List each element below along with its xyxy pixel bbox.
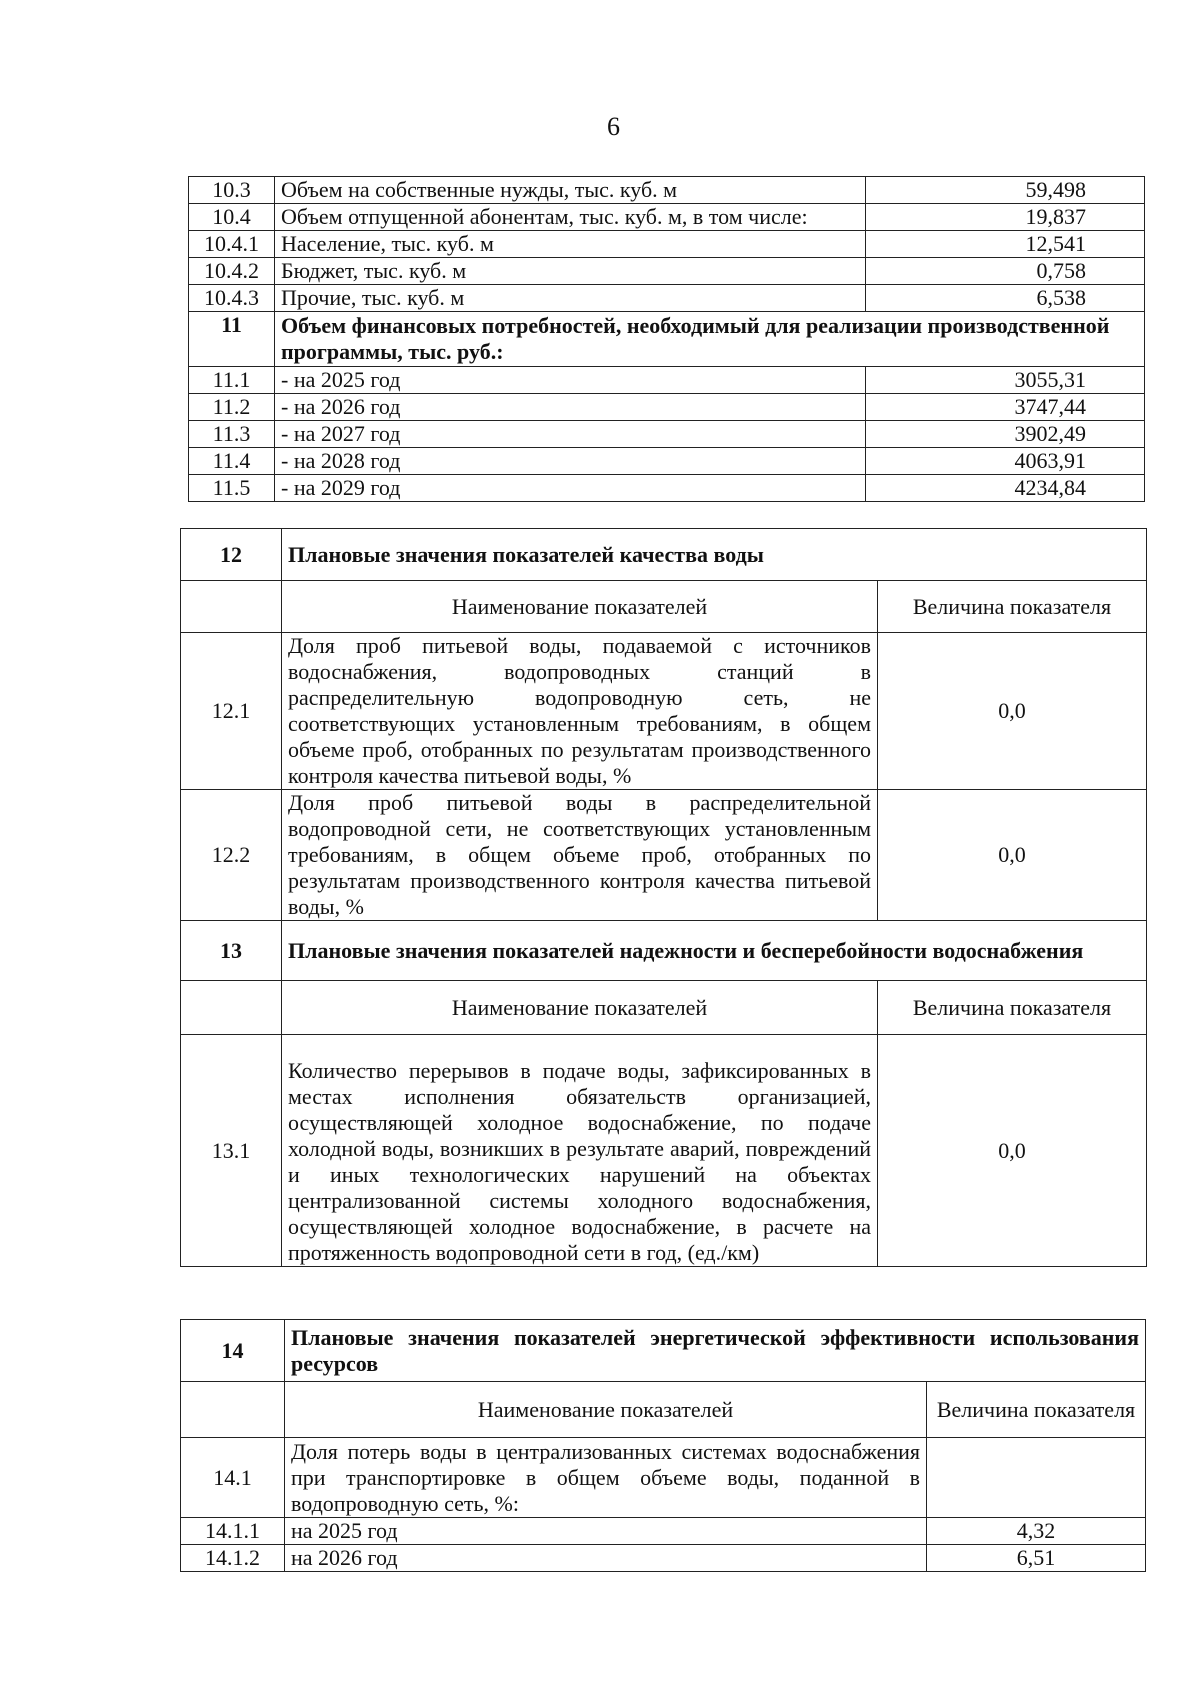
row-text: Население, тыс. куб. м [275, 231, 866, 258]
row-text: Прочие, тыс. куб. м [275, 285, 866, 312]
empty-cell [181, 981, 282, 1035]
row-value: 3747,44 [866, 394, 1145, 421]
row-number: 12.1 [181, 633, 282, 790]
row-text: на 2025 год [285, 1518, 927, 1545]
header-name: Наименование показателей [282, 581, 878, 633]
header-row [181, 1382, 1146, 1438]
section-number: 13 [181, 921, 282, 981]
row-number: 12.2 [181, 790, 282, 921]
row-text: - на 2025 год [275, 367, 866, 394]
empty-cell [181, 581, 282, 633]
table-row [189, 204, 1145, 231]
row-text: Объем отпущенной абонентам, тыс. куб. м, в том числе: [275, 204, 866, 231]
row-text: - на 2026 год [275, 394, 866, 421]
row-text: Объем на собственные нужды, тыс. куб. м [275, 177, 866, 204]
row-text: на 2026 год [285, 1545, 927, 1572]
header-value: Величина показателя [878, 981, 1147, 1035]
row-value: 4063,91 [866, 448, 1145, 475]
section-number: 11 [189, 312, 275, 367]
row-number: 11.1 [189, 367, 275, 394]
section-number: 12 [181, 529, 282, 581]
row-text: Количество перерывов в подаче воды, зафиксированных в местах исполнения обязательств организацией, осуществляющей холодное водоснабжение, по подаче холодной воды, возникших в результате аварий, повреждений и иных технологических нарушений на объектах централизованной системы холодного водоснабжения, осуществляющей холодное водоснабжение, в расчете на протяженность водопроводной сети в год, (ед./км) [282, 1035, 878, 1267]
empty-cell [181, 1382, 285, 1438]
table-row [189, 367, 1145, 394]
row-value: 59,498 [866, 177, 1145, 204]
table-row [189, 421, 1145, 448]
row-value: 12,541 [866, 231, 1145, 258]
table-row [189, 448, 1145, 475]
row-number: 11.3 [189, 421, 275, 448]
row-value: 0,0 [878, 790, 1147, 921]
header-name: Наименование показателей [285, 1382, 927, 1438]
section-title-row [181, 921, 1147, 981]
header-value: Величина показателя [878, 581, 1147, 633]
row-number: 14.1.1 [181, 1518, 285, 1545]
row-number: 11.4 [189, 448, 275, 475]
row-number: 14.1.2 [181, 1545, 285, 1572]
section-title: Плановые значения показателей надежности и бесперебойности водоснабжения [282, 921, 1147, 981]
table-row [189, 231, 1145, 258]
section-title-row [181, 529, 1147, 581]
table-row [181, 1438, 1146, 1518]
row-value: 3055,31 [866, 367, 1145, 394]
section-title: Плановые значения показателей энергетической эффективности использования ресурсов [285, 1320, 1146, 1382]
section-title-row [181, 1320, 1146, 1382]
table-section-12-13 [180, 528, 1147, 1267]
row-value: 19,837 [866, 204, 1145, 231]
row-number: 10.4 [189, 204, 275, 231]
row-number: 14.1 [181, 1438, 285, 1518]
row-text: - на 2029 год [275, 475, 866, 502]
row-value: 3902,49 [866, 421, 1145, 448]
row-value: 4,32 [927, 1518, 1146, 1545]
row-number: 10.4.3 [189, 285, 275, 312]
row-value [927, 1438, 1146, 1518]
table-row [181, 1545, 1146, 1572]
table-row [181, 1518, 1146, 1545]
row-value: 6,51 [927, 1545, 1146, 1572]
section-title-row [189, 312, 1145, 367]
row-text: Доля проб питьевой воды, подаваемой с источников водоснабжения, водопроводных станций в распределительную водопроводную сеть, не соответствующих установленным требованиям, в общем объеме проб, отобранных по результатам производственного контроля качества питьевой воды, % [282, 633, 878, 790]
section-number: 14 [181, 1320, 285, 1382]
table-row [189, 475, 1145, 502]
table-section-10-11 [188, 176, 1145, 502]
row-value: 6,538 [866, 285, 1145, 312]
row-number: 10.4.2 [189, 258, 275, 285]
row-value: 0,758 [866, 258, 1145, 285]
row-number: 10.4.1 [189, 231, 275, 258]
header-name: Наименование показателей [282, 981, 878, 1035]
row-value: 0,0 [878, 633, 1147, 790]
row-value: 0,0 [878, 1035, 1147, 1267]
section-title: Объем финансовых потребностей, необходимый для реализации производственной программы, тыс. руб.: [275, 312, 1145, 367]
row-text: Доля потерь воды в централизованных системах водоснабжения при транспортировке в общем объеме воды, поданной в водопроводную сеть, %: [285, 1438, 927, 1518]
table-row [189, 177, 1145, 204]
table-row [189, 285, 1145, 312]
table-row [181, 1035, 1147, 1267]
row-value: 4234,84 [866, 475, 1145, 502]
row-number: 10.3 [189, 177, 275, 204]
header-row [181, 581, 1147, 633]
row-number: 11.5 [189, 475, 275, 502]
section-title: Плановые значения показателей качества воды [282, 529, 1147, 581]
header-value: Величина показателя [927, 1382, 1146, 1438]
row-text: - на 2027 год [275, 421, 866, 448]
row-text: Доля проб питьевой воды в распределительной водопроводной сети, не соответствующих установленным требованиям, в общем объеме проб, отобранных по результатам производственного контроля качества питьевой воды, % [282, 790, 878, 921]
row-text: Бюджет, тыс. куб. м [275, 258, 866, 285]
table-section-14 [180, 1319, 1146, 1572]
row-number: 11.2 [189, 394, 275, 421]
page-number: 6 [607, 112, 620, 141]
row-text: - на 2028 год [275, 448, 866, 475]
row-number: 13.1 [181, 1035, 282, 1267]
table-row [181, 790, 1147, 921]
table-row [189, 258, 1145, 285]
header-row [181, 981, 1147, 1035]
table-row [189, 394, 1145, 421]
table-row [181, 633, 1147, 790]
